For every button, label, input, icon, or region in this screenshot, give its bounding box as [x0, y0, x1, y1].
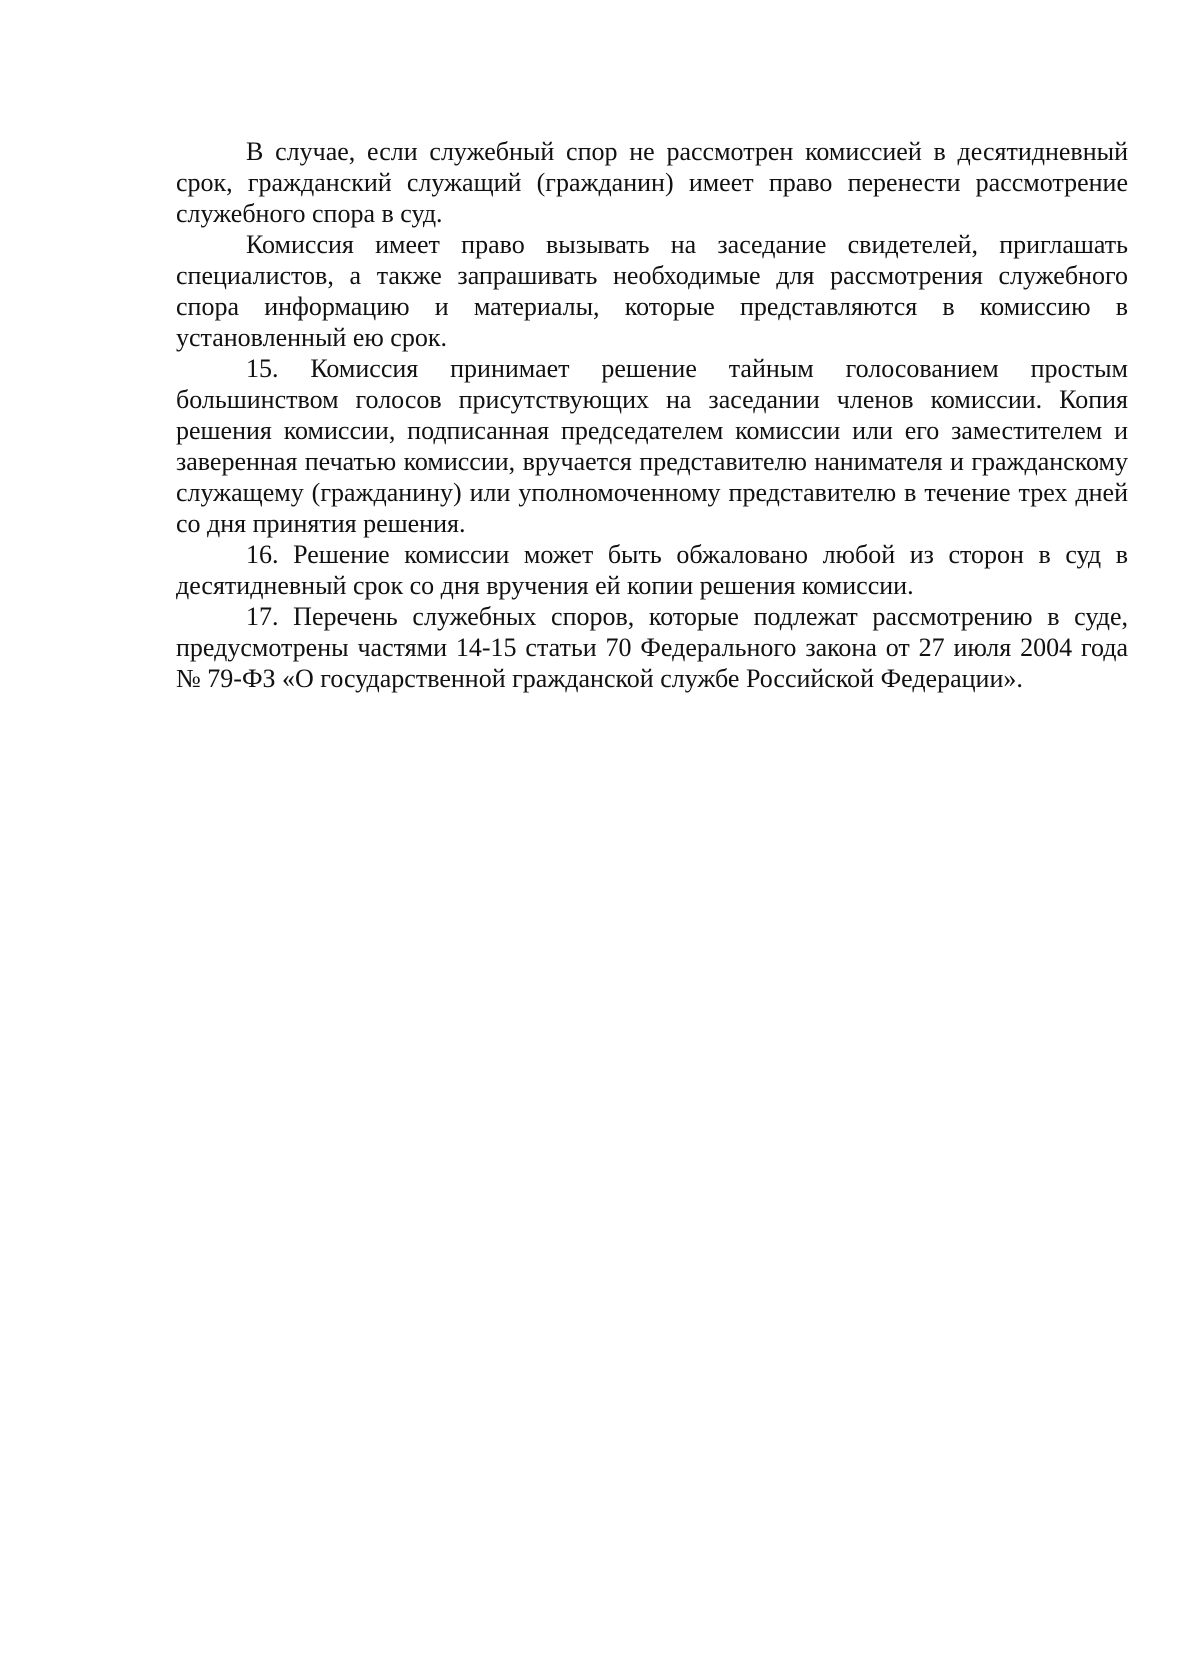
- paragraph-court-referral: В случае, если служебный спор не рассмотрен комиссией в десятидневный срок, гражданский служащий (гражданин) имеет право перенести рассмотрение служебного спора в суд.: [176, 137, 1128, 228]
- paragraph-item-16: 16. Решение комиссии может быть обжаловано любой из сторон в суд в десятидневный срок со дня вручения ей копии решения комиссии.: [176, 540, 1128, 600]
- paragraph-item-15: 15. Комиссия принимает решение тайным голосованием простым большинством голосов присутствующих на заседании членов комиссии. Копия решения комиссии, подписанная председателем комиссии или его заместителем и заверенная печатью комиссии, вручается представителю нанимателя и гражданскому служащему (гражданину) или уполномоченному представителю в течение трех дней со дня принятия решения.: [176, 354, 1128, 538]
- paragraph-item-17: 17. Перечень служебных споров, которые подлежат рассмотрению в суде, предусмотрены частями 14-15 статьи 70 Федерального закона от 27 июля 2004 года № 79-ФЗ «О государственной гражданской службе Российской Федерации».: [176, 602, 1128, 693]
- paragraph-commission-rights: Комиссия имеет право вызывать на заседание свидетелей, приглашать специалистов, а также запрашивать необходимые для рассмотрения служебного спора информацию и материалы, которые представляются в комиссию в установленный ею срок.: [176, 230, 1128, 352]
- document-body: [176, 136, 1128, 694]
